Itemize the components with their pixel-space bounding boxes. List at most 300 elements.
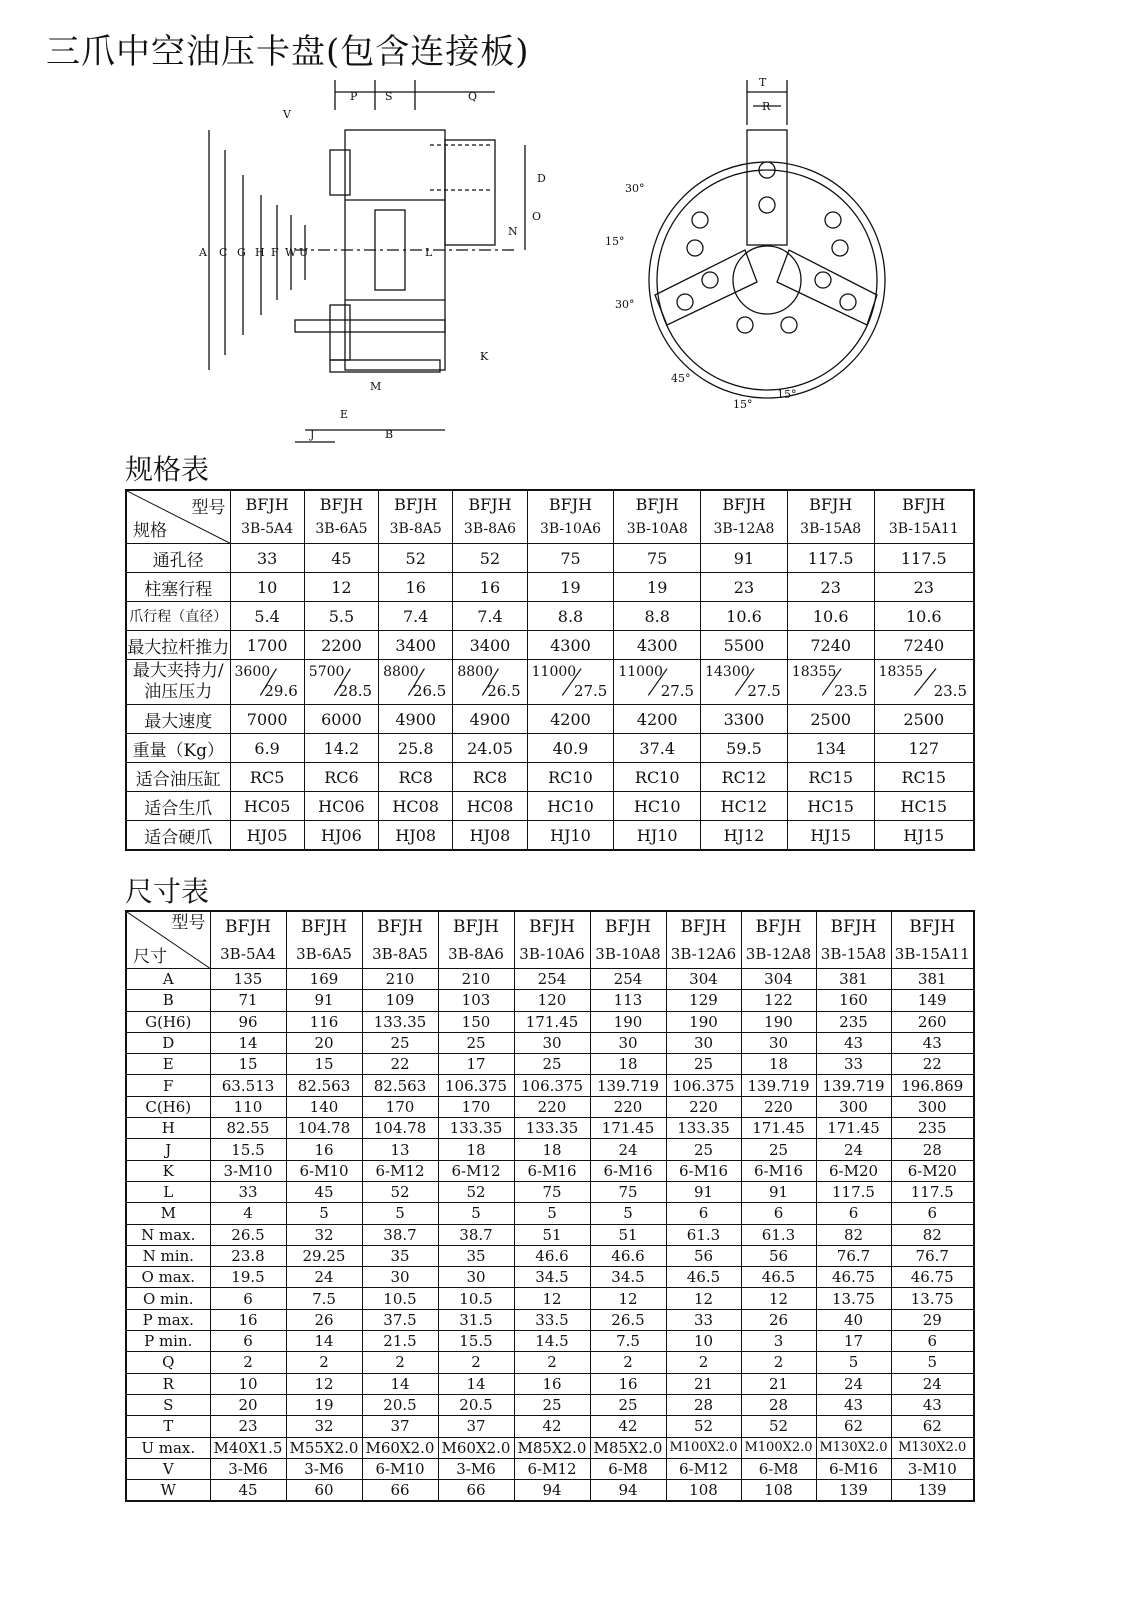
table-cell: 20.5: [362, 1394, 438, 1415]
table-cell: 104.78: [362, 1118, 438, 1139]
table-cell: 10.6: [701, 602, 788, 631]
model-header: [666, 911, 741, 969]
table-row: [126, 763, 974, 792]
table-row: [126, 1032, 974, 1053]
table-cell: 12: [514, 1288, 590, 1309]
model-label: 3B-8A6: [448, 945, 504, 963]
table-cell: 21: [666, 1373, 741, 1394]
table-cell: 16: [379, 573, 453, 602]
table-cell: 2500: [874, 705, 974, 734]
svg-text:30°: 30°: [625, 182, 645, 195]
table-cell: 20.5: [438, 1394, 514, 1415]
table-cell: 46.6: [514, 1245, 590, 1266]
table-cell: 19: [527, 573, 614, 602]
table-cell: 14: [438, 1373, 514, 1394]
table-cell: 23.8: [210, 1245, 286, 1266]
table-cell: M55X2.0: [286, 1437, 362, 1458]
table-cell: 43: [891, 1394, 974, 1415]
table-cell: 116: [286, 1011, 362, 1032]
model-label: 3B-15A11: [888, 521, 959, 537]
svg-text:K: K: [480, 350, 489, 363]
table-cell: 103: [438, 990, 514, 1011]
table-cell: 3400: [379, 631, 453, 660]
model-label: 3B-12A8: [713, 521, 775, 537]
table-cell: 169: [286, 969, 362, 990]
table-cell: 4200: [527, 705, 614, 734]
table-cell: 6-M16: [741, 1160, 816, 1181]
model-label: 3B-10A8: [595, 945, 661, 963]
table-cell: 24: [286, 1267, 362, 1288]
brand-label: BFJH: [453, 917, 499, 937]
svg-text:D: D: [537, 172, 546, 185]
corner-cell: [126, 911, 210, 969]
table-cell: 26: [286, 1309, 362, 1330]
model-label: 3B-15A8: [820, 945, 887, 963]
table-cell: 2: [741, 1352, 816, 1373]
table-cell: 46.5: [741, 1267, 816, 1288]
table-cell: 139.719: [590, 1075, 666, 1096]
table-cell: 23: [874, 573, 974, 602]
table-cell: 2: [590, 1352, 666, 1373]
table-cell: 14.5: [514, 1331, 590, 1352]
row-label: P max.: [126, 1309, 210, 1330]
table-cell: 28: [666, 1394, 741, 1415]
table-cell: HJ15: [874, 821, 974, 851]
table-row: [126, 1352, 974, 1373]
table-cell: 82: [891, 1224, 974, 1245]
table-cell: 120: [514, 990, 590, 1011]
table-cell: 52: [438, 1181, 514, 1202]
table-cell: 7.4: [453, 602, 527, 631]
table-cell: 33: [816, 1054, 891, 1075]
model-label: 3B-15A11: [894, 945, 970, 963]
table-cell: 22: [362, 1054, 438, 1075]
table-row: [126, 1480, 974, 1502]
table-cell: 3300: [701, 705, 788, 734]
table-row: [126, 573, 974, 602]
table-cell: 6-M16: [514, 1160, 590, 1181]
table-cell: 113: [590, 990, 666, 1011]
table-cell: 23: [787, 573, 874, 602]
table-cell: 37.5: [362, 1309, 438, 1330]
table-cell: 12: [590, 1288, 666, 1309]
table-row: [126, 969, 974, 990]
table-cell: 25: [666, 1054, 741, 1075]
ratio-cell: [787, 660, 874, 705]
table-cell: 6000: [304, 705, 378, 734]
table-cell: 31.5: [438, 1309, 514, 1330]
table-cell: 40: [816, 1309, 891, 1330]
table-cell: 21.5: [362, 1331, 438, 1352]
table-cell: 23: [701, 573, 788, 602]
corner-cell: [126, 490, 230, 544]
table-cell: 8.8: [614, 602, 701, 631]
page-title: 三爪中空油压卡盘(包含连接板): [46, 32, 530, 72]
corner-top-label: 型号: [171, 913, 206, 933]
table-cell: 25: [666, 1139, 741, 1160]
ratio: [231, 661, 304, 703]
table-cell: 26.5: [210, 1224, 286, 1245]
model-header: [590, 911, 666, 969]
table-row: [126, 544, 974, 573]
table-cell: 42: [514, 1416, 590, 1437]
svg-text:N: N: [508, 225, 518, 238]
model-header: [286, 911, 362, 969]
table-cell: 104.78: [286, 1118, 362, 1139]
table-cell: 260: [891, 1011, 974, 1032]
model-label: 3B-12A8: [745, 945, 812, 963]
table-cell: 304: [666, 969, 741, 990]
svg-text:U: U: [299, 246, 309, 259]
table-cell: 108: [666, 1480, 741, 1502]
table-cell: 117.5: [891, 1181, 974, 1202]
table-cell: 24: [816, 1139, 891, 1160]
brand-label: BFJH: [245, 495, 289, 514]
table-cell: 30: [590, 1032, 666, 1053]
model-label: 3B-6A5: [296, 945, 352, 963]
model-label: 3B-10A6: [539, 521, 601, 537]
table-cell: 139: [891, 1480, 974, 1502]
table-row: [126, 1309, 974, 1330]
table-cell: 4: [210, 1203, 286, 1224]
corner-diagonal: [127, 491, 230, 543]
table-cell: 171.45: [590, 1118, 666, 1139]
table-cell: 117.5: [787, 544, 874, 573]
table-cell: 61.3: [741, 1224, 816, 1245]
table-row: [126, 1437, 974, 1458]
row-label: J: [126, 1139, 210, 1160]
table-row: [126, 1331, 974, 1352]
row-label-line2: 油压压力: [144, 682, 213, 702]
table-cell: 10: [210, 1373, 286, 1394]
table-cell: 235: [891, 1118, 974, 1139]
table-cell: 15: [286, 1054, 362, 1075]
row-label: U max.: [126, 1437, 210, 1458]
table-cell: 71: [210, 990, 286, 1011]
table-cell: 5: [438, 1203, 514, 1224]
row-label: 最大拉杆推力: [126, 631, 230, 660]
svg-text:L: L: [425, 246, 433, 259]
table-cell: 6-M12: [514, 1458, 590, 1479]
table-cell: 76.7: [891, 1245, 974, 1266]
table-cell: 32: [286, 1416, 362, 1437]
table-cell: 133.35: [438, 1118, 514, 1139]
row-label: R: [126, 1373, 210, 1394]
table-cell: HJ06: [304, 821, 378, 851]
table-cell: HC10: [527, 792, 614, 821]
ratio-cell: [304, 660, 378, 705]
row-label: 爪行程（直径）: [126, 602, 230, 631]
table-cell: 25: [514, 1394, 590, 1415]
table-cell: 106.375: [438, 1075, 514, 1096]
table-cell: 30: [514, 1032, 590, 1053]
ratio: [528, 661, 614, 703]
model-header: [230, 490, 304, 544]
table-cell: 14: [362, 1373, 438, 1394]
table-cell: 6: [891, 1203, 974, 1224]
table-row: [126, 1416, 974, 1437]
model-header: [527, 490, 614, 544]
table-cell: 190: [666, 1011, 741, 1032]
table-row: [126, 1373, 974, 1394]
row-label: F: [126, 1075, 210, 1096]
table-row: [126, 734, 974, 763]
table-cell: 25: [514, 1054, 590, 1075]
table-cell: 91: [741, 1181, 816, 1202]
side-section-drawing: [185, 70, 555, 460]
table-row: [126, 990, 974, 1011]
table-cell: 10.5: [438, 1288, 514, 1309]
table-cell: RC5: [230, 763, 304, 792]
table-cell: 13.75: [816, 1288, 891, 1309]
table-cell: 14.2: [304, 734, 378, 763]
table-cell: 6: [210, 1331, 286, 1352]
row-label: W: [126, 1480, 210, 1502]
svg-text:Q: Q: [468, 90, 478, 103]
table-cell: 24: [891, 1373, 974, 1394]
table-cell: 7000: [230, 705, 304, 734]
table-cell: 19: [614, 573, 701, 602]
table-cell: 46.5: [666, 1267, 741, 1288]
table-cell: 133.35: [362, 1011, 438, 1032]
ratio-force: 18355: [878, 664, 924, 680]
brand-label: BFJH: [319, 495, 364, 514]
table-cell: 24: [816, 1373, 891, 1394]
table-cell: HC08: [453, 792, 527, 821]
svg-text:G: G: [237, 246, 246, 259]
table-cell: 381: [816, 969, 891, 990]
ratio: [305, 661, 378, 703]
table-cell: 210: [438, 969, 514, 990]
brand-label: BFJH: [909, 917, 956, 937]
table-cell: 12: [286, 1373, 362, 1394]
table-cell: 150: [438, 1011, 514, 1032]
brand-label: BFJH: [902, 495, 946, 514]
table-cell: 10.6: [874, 602, 974, 631]
table-row: [126, 792, 974, 821]
table-cell: 59.5: [701, 734, 788, 763]
table-cell: 6-M20: [816, 1160, 891, 1181]
table-cell: 4200: [614, 705, 701, 734]
table-cell: 5.5: [304, 602, 378, 631]
table-cell: 52: [666, 1416, 741, 1437]
table-cell: 3-M6: [286, 1458, 362, 1479]
table-cell: 19: [286, 1394, 362, 1415]
table-cell: 16: [453, 573, 527, 602]
table-cell: 3: [741, 1331, 816, 1352]
table-cell: 75: [514, 1181, 590, 1202]
ratio-cell: [701, 660, 788, 705]
ratio-force: 14300: [705, 664, 750, 680]
table-cell: 2500: [787, 705, 874, 734]
table-cell: 170: [362, 1096, 438, 1117]
table-cell: 43: [816, 1032, 891, 1053]
svg-text:J: J: [310, 428, 315, 441]
table-cell: 15.5: [438, 1331, 514, 1352]
table-cell: RC12: [701, 763, 788, 792]
svg-text:S: S: [385, 90, 393, 103]
table-cell: 381: [891, 969, 974, 990]
table-cell: HJ10: [527, 821, 614, 851]
table-cell: RC15: [787, 763, 874, 792]
table-cell: 3400: [453, 631, 527, 660]
table-cell: 25: [590, 1394, 666, 1415]
table-row: [126, 1075, 974, 1096]
row-label: T: [126, 1416, 210, 1437]
table-row: [126, 631, 974, 660]
table-cell: 210: [362, 969, 438, 990]
table-cell: 4300: [614, 631, 701, 660]
svg-text:E: E: [340, 408, 349, 421]
corner-top-label: 型号: [191, 498, 226, 518]
table-cell: 62: [816, 1416, 891, 1437]
table-cell: 6: [210, 1288, 286, 1309]
table-cell: 26: [741, 1309, 816, 1330]
table-cell: 5: [514, 1203, 590, 1224]
table-cell: 33.5: [514, 1309, 590, 1330]
ratio-cell: [379, 660, 453, 705]
table-cell: 196.869: [891, 1075, 974, 1096]
table-cell: 6-M20: [891, 1160, 974, 1181]
brand-label: BFJH: [722, 495, 766, 514]
table-cell: 17: [438, 1054, 514, 1075]
table-cell: 7.4: [379, 602, 453, 631]
table-cell: M40X1.5: [210, 1437, 286, 1458]
table-cell: 20: [210, 1394, 286, 1415]
row-label: K: [126, 1160, 210, 1181]
row-label: G(H6): [126, 1011, 210, 1032]
ratio-pressure: 27.5: [747, 682, 781, 700]
table-cell: RC8: [379, 763, 453, 792]
table-cell: 43: [891, 1032, 974, 1053]
table-cell: 134: [787, 734, 874, 763]
table-cell: 30: [666, 1032, 741, 1053]
table-cell: HC15: [874, 792, 974, 821]
table-cell: 12: [741, 1288, 816, 1309]
brand-label: BFJH: [809, 495, 853, 514]
model-header: [741, 911, 816, 969]
ratio-cell: [453, 660, 527, 705]
ratio: [875, 661, 973, 703]
row-label: B: [126, 990, 210, 1011]
table-cell: 6.9: [230, 734, 304, 763]
model-label: 3B-5A4: [220, 945, 276, 963]
row-label: E: [126, 1054, 210, 1075]
table-cell: 75: [590, 1181, 666, 1202]
table-cell: 6-M16: [666, 1160, 741, 1181]
table-cell: 91: [286, 990, 362, 1011]
svg-text:T: T: [759, 76, 767, 89]
table-cell: 135: [210, 969, 286, 990]
table-cell: 5: [816, 1352, 891, 1373]
model-label: 3B-10A8: [626, 521, 688, 537]
table-cell: 5: [590, 1203, 666, 1224]
table-cell: 25: [741, 1139, 816, 1160]
table-cell: M85X2.0: [514, 1437, 590, 1458]
table-cell: 2: [286, 1352, 362, 1373]
table-cell: 10.6: [787, 602, 874, 631]
row-label: 适合生爪: [126, 792, 230, 821]
table-cell: HJ05: [230, 821, 304, 851]
model-header: [438, 911, 514, 969]
table-cell: 304: [741, 969, 816, 990]
table-cell: 108: [741, 1480, 816, 1502]
table-cell: 43: [816, 1394, 891, 1415]
model-label: 3B-8A6: [463, 521, 517, 537]
table-cell: 2200: [304, 631, 378, 660]
table-cell: 18: [514, 1139, 590, 1160]
row-label: 重量（Kg）: [126, 734, 230, 763]
table-cell: 19.5: [210, 1267, 286, 1288]
table-cell: M130X2.0: [891, 1437, 974, 1458]
table-cell: 160: [816, 990, 891, 1011]
table-cell: 110: [210, 1096, 286, 1117]
svg-text:O: O: [532, 210, 542, 223]
table-cell: 2: [210, 1352, 286, 1373]
brand-label: BFJH: [529, 917, 575, 937]
table-cell: 37: [362, 1416, 438, 1437]
table-cell: 51: [514, 1224, 590, 1245]
table-cell: 6-M12: [362, 1160, 438, 1181]
table-cell: 66: [438, 1480, 514, 1502]
table-row: [126, 1139, 974, 1160]
model-header: [362, 911, 438, 969]
row-label: O max.: [126, 1267, 210, 1288]
ratio-pressure: 26.5: [412, 682, 447, 700]
table-cell: 5.4: [230, 602, 304, 631]
table-cell: 2: [362, 1352, 438, 1373]
table-cell: 129: [666, 990, 741, 1011]
table-cell: 25: [438, 1032, 514, 1053]
table-cell: 17: [816, 1331, 891, 1352]
table-cell: 4300: [527, 631, 614, 660]
table-cell: 139.719: [741, 1075, 816, 1096]
table-cell: 16: [514, 1373, 590, 1394]
table-cell: 15: [210, 1054, 286, 1075]
table-cell: 122: [741, 990, 816, 1011]
table-cell: 18: [438, 1139, 514, 1160]
table-cell: 29: [891, 1309, 974, 1330]
table-cell: 6-M16: [590, 1160, 666, 1181]
row-label: N max.: [126, 1224, 210, 1245]
svg-text:V: V: [283, 108, 291, 121]
table-row: [126, 1267, 974, 1288]
model-header: [816, 911, 891, 969]
ratio-cell: [230, 660, 304, 705]
table-cell: 22: [891, 1054, 974, 1075]
row-label: Q: [126, 1352, 210, 1373]
table-cell: HC05: [230, 792, 304, 821]
brand-label: BFJH: [680, 917, 727, 937]
table-cell: 63.513: [210, 1075, 286, 1096]
table-cell: 127: [874, 734, 974, 763]
brand-label: BFJH: [548, 495, 593, 514]
table-cell: 12: [304, 573, 378, 602]
table-cell: 30: [741, 1032, 816, 1053]
dims-section-title: 尺寸表: [125, 875, 210, 908]
model-header: [614, 490, 701, 544]
row-label: O min.: [126, 1288, 210, 1309]
svg-text:P: P: [350, 90, 358, 103]
row-label: M: [126, 1203, 210, 1224]
table-cell: 46.75: [816, 1267, 891, 1288]
brand-label: BFJH: [605, 917, 651, 937]
table-row: [126, 1011, 974, 1032]
table-cell: 3-M10: [210, 1160, 286, 1181]
table-cell: 52: [379, 544, 453, 573]
brand-label: BFJH: [468, 495, 512, 514]
table-cell: 35: [438, 1245, 514, 1266]
